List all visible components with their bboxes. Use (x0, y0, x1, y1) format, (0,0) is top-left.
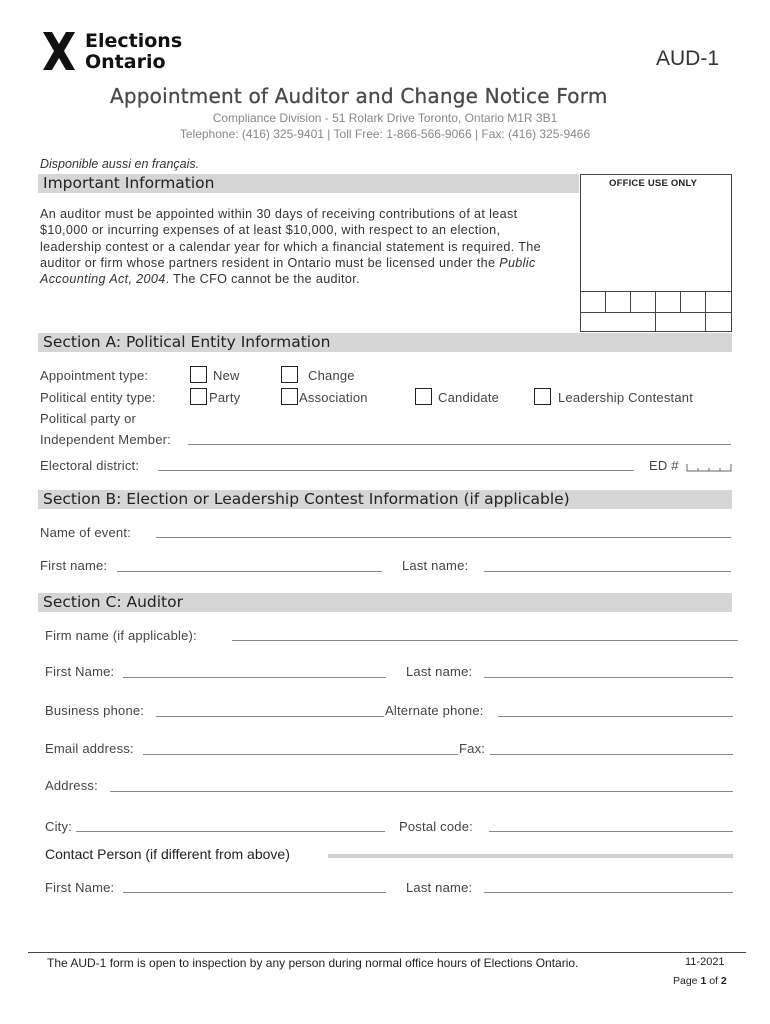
office-use-cell (706, 292, 731, 313)
ed-label: ED # (649, 458, 679, 473)
page-current: 1 (700, 975, 707, 987)
office-use-cell (656, 313, 706, 332)
association-label: Association (299, 390, 368, 405)
business-phone-label: Business phone: (45, 703, 145, 718)
important-text-before: An auditor must be appointed within 30 days of receiving contributions of at least $10,000 or incurring expenses of at least $10,000, with respect to an election, leadership contest or a calendar year for which a financial statement is required. The auditor or firm whose partners resident in Ontario must be licensed under the (40, 207, 541, 270)
contact-first-name-field[interactable] (123, 892, 386, 893)
party-name-label-2: Independent Member: (40, 432, 171, 447)
office-use-label: OFFICE USE ONLY (609, 178, 698, 189)
business-phone-field[interactable] (156, 716, 384, 717)
office-use-grid-row-2 (581, 312, 731, 332)
important-text-act: Public Accounting Act, 2004 (40, 255, 536, 287)
b-last-name-field[interactable] (484, 571, 731, 572)
contact-last-name-label: Last name: (406, 880, 473, 895)
b-last-name-label: Last name: (402, 558, 469, 573)
contact-person-heading: Contact Person (if different from above) (45, 846, 290, 862)
b-first-name-label: First name: (40, 558, 108, 573)
new-label: New (213, 368, 240, 383)
logo (40, 30, 190, 74)
firm-name-field[interactable] (232, 640, 738, 641)
section-a-heading: Section A: Political Entity Information (38, 333, 732, 352)
party-label: Party (209, 390, 241, 405)
elections-ontario-x-icon (40, 30, 78, 72)
c-last-name-field[interactable] (484, 677, 733, 678)
alternate-phone-field[interactable] (498, 716, 733, 717)
logo-line-2: Ontario (85, 51, 166, 73)
form-date: 11-2021 (685, 956, 725, 968)
fax-label: Fax: (459, 741, 486, 756)
footer-rule (28, 952, 746, 953)
important-text-after: . The CFO cannot be the auditor. (165, 272, 360, 287)
address-line: Compliance Division - 51 Rolark Drive Toronto, Ontario M1R 3B1 (212, 111, 558, 125)
office-use-cell (581, 313, 656, 332)
footer-note: The AUD-1 form is open to inspection by any person during normal office hours of Elections Ontario. (47, 956, 579, 970)
office-use-cell (681, 292, 706, 313)
page-title: Appointment of Auditor and Change Notice Form (110, 84, 608, 108)
party-checkbox[interactable] (190, 388, 207, 405)
section-b-heading: Section B: Election or Leadership Contest Information (if applicable) (38, 490, 732, 509)
party-name-field[interactable] (188, 444, 731, 445)
logo-line-1: Elections (85, 30, 183, 52)
change-checkbox[interactable] (281, 366, 298, 383)
office-use-cell (706, 313, 731, 332)
postal-code-label: Postal code: (399, 819, 473, 834)
form-code: AUD-1 (656, 47, 720, 70)
office-use-cell (656, 292, 681, 313)
party-name-label-1: Political party or (40, 411, 137, 426)
office-use-cell (631, 292, 656, 313)
page-of: of (706, 975, 721, 987)
candidate-checkbox[interactable] (415, 388, 432, 405)
important-text (40, 206, 562, 287)
office-use-cell (606, 292, 631, 313)
c-first-name-field[interactable] (123, 677, 386, 678)
candidate-label: Candidate (438, 390, 500, 405)
city-field[interactable] (76, 831, 385, 832)
leadership-checkbox[interactable] (534, 388, 551, 405)
b-first-name-field[interactable] (117, 571, 382, 572)
city-label: City: (45, 819, 72, 834)
entity-type-label: Political entity type: (40, 390, 156, 405)
c-last-name-label: Last name: (406, 664, 473, 679)
event-name-label: Name of event: (40, 525, 131, 540)
page-number (673, 975, 727, 987)
alternate-phone-label: Alternate phone: (385, 703, 484, 718)
office-use-box (580, 174, 732, 332)
leadership-label: Leadership Contestant (558, 390, 694, 405)
contact-first-name-label: First Name: (45, 880, 115, 895)
office-use-grid-row-1 (581, 291, 731, 313)
page-prefix: Page (673, 975, 701, 987)
c-first-name-label: First Name: (45, 664, 115, 679)
fax-field[interactable] (490, 754, 733, 755)
phone-line: Telephone: (416) 325-9401 | Toll Free: 1-866-566-9066 | Fax: (416) 325-9466 (179, 127, 591, 141)
email-field[interactable] (143, 754, 458, 755)
event-name-field[interactable] (156, 537, 731, 538)
page-total: 2 (720, 975, 727, 987)
district-field[interactable] (158, 470, 634, 471)
contact-person-rule (328, 854, 733, 858)
important-heading: Important Information (38, 174, 579, 193)
contact-last-name-field[interactable] (484, 892, 733, 893)
french-note: Disponible aussi en français. (40, 157, 200, 171)
email-label: Email address: (45, 741, 134, 756)
ed-number-field[interactable] (686, 462, 732, 472)
change-label: Change (308, 368, 355, 383)
postal-code-field[interactable] (489, 831, 733, 832)
section-c-heading: Section C: Auditor (38, 593, 732, 612)
association-checkbox[interactable] (281, 388, 298, 405)
appointment-type-label: Appointment type: (40, 368, 149, 383)
firm-name-label: Firm name (if applicable): (45, 628, 197, 643)
address-label: Address: (45, 778, 98, 793)
office-use-cell (581, 292, 606, 313)
district-label: Electoral district: (40, 458, 140, 473)
address-field[interactable] (110, 791, 733, 792)
new-checkbox[interactable] (190, 366, 207, 383)
